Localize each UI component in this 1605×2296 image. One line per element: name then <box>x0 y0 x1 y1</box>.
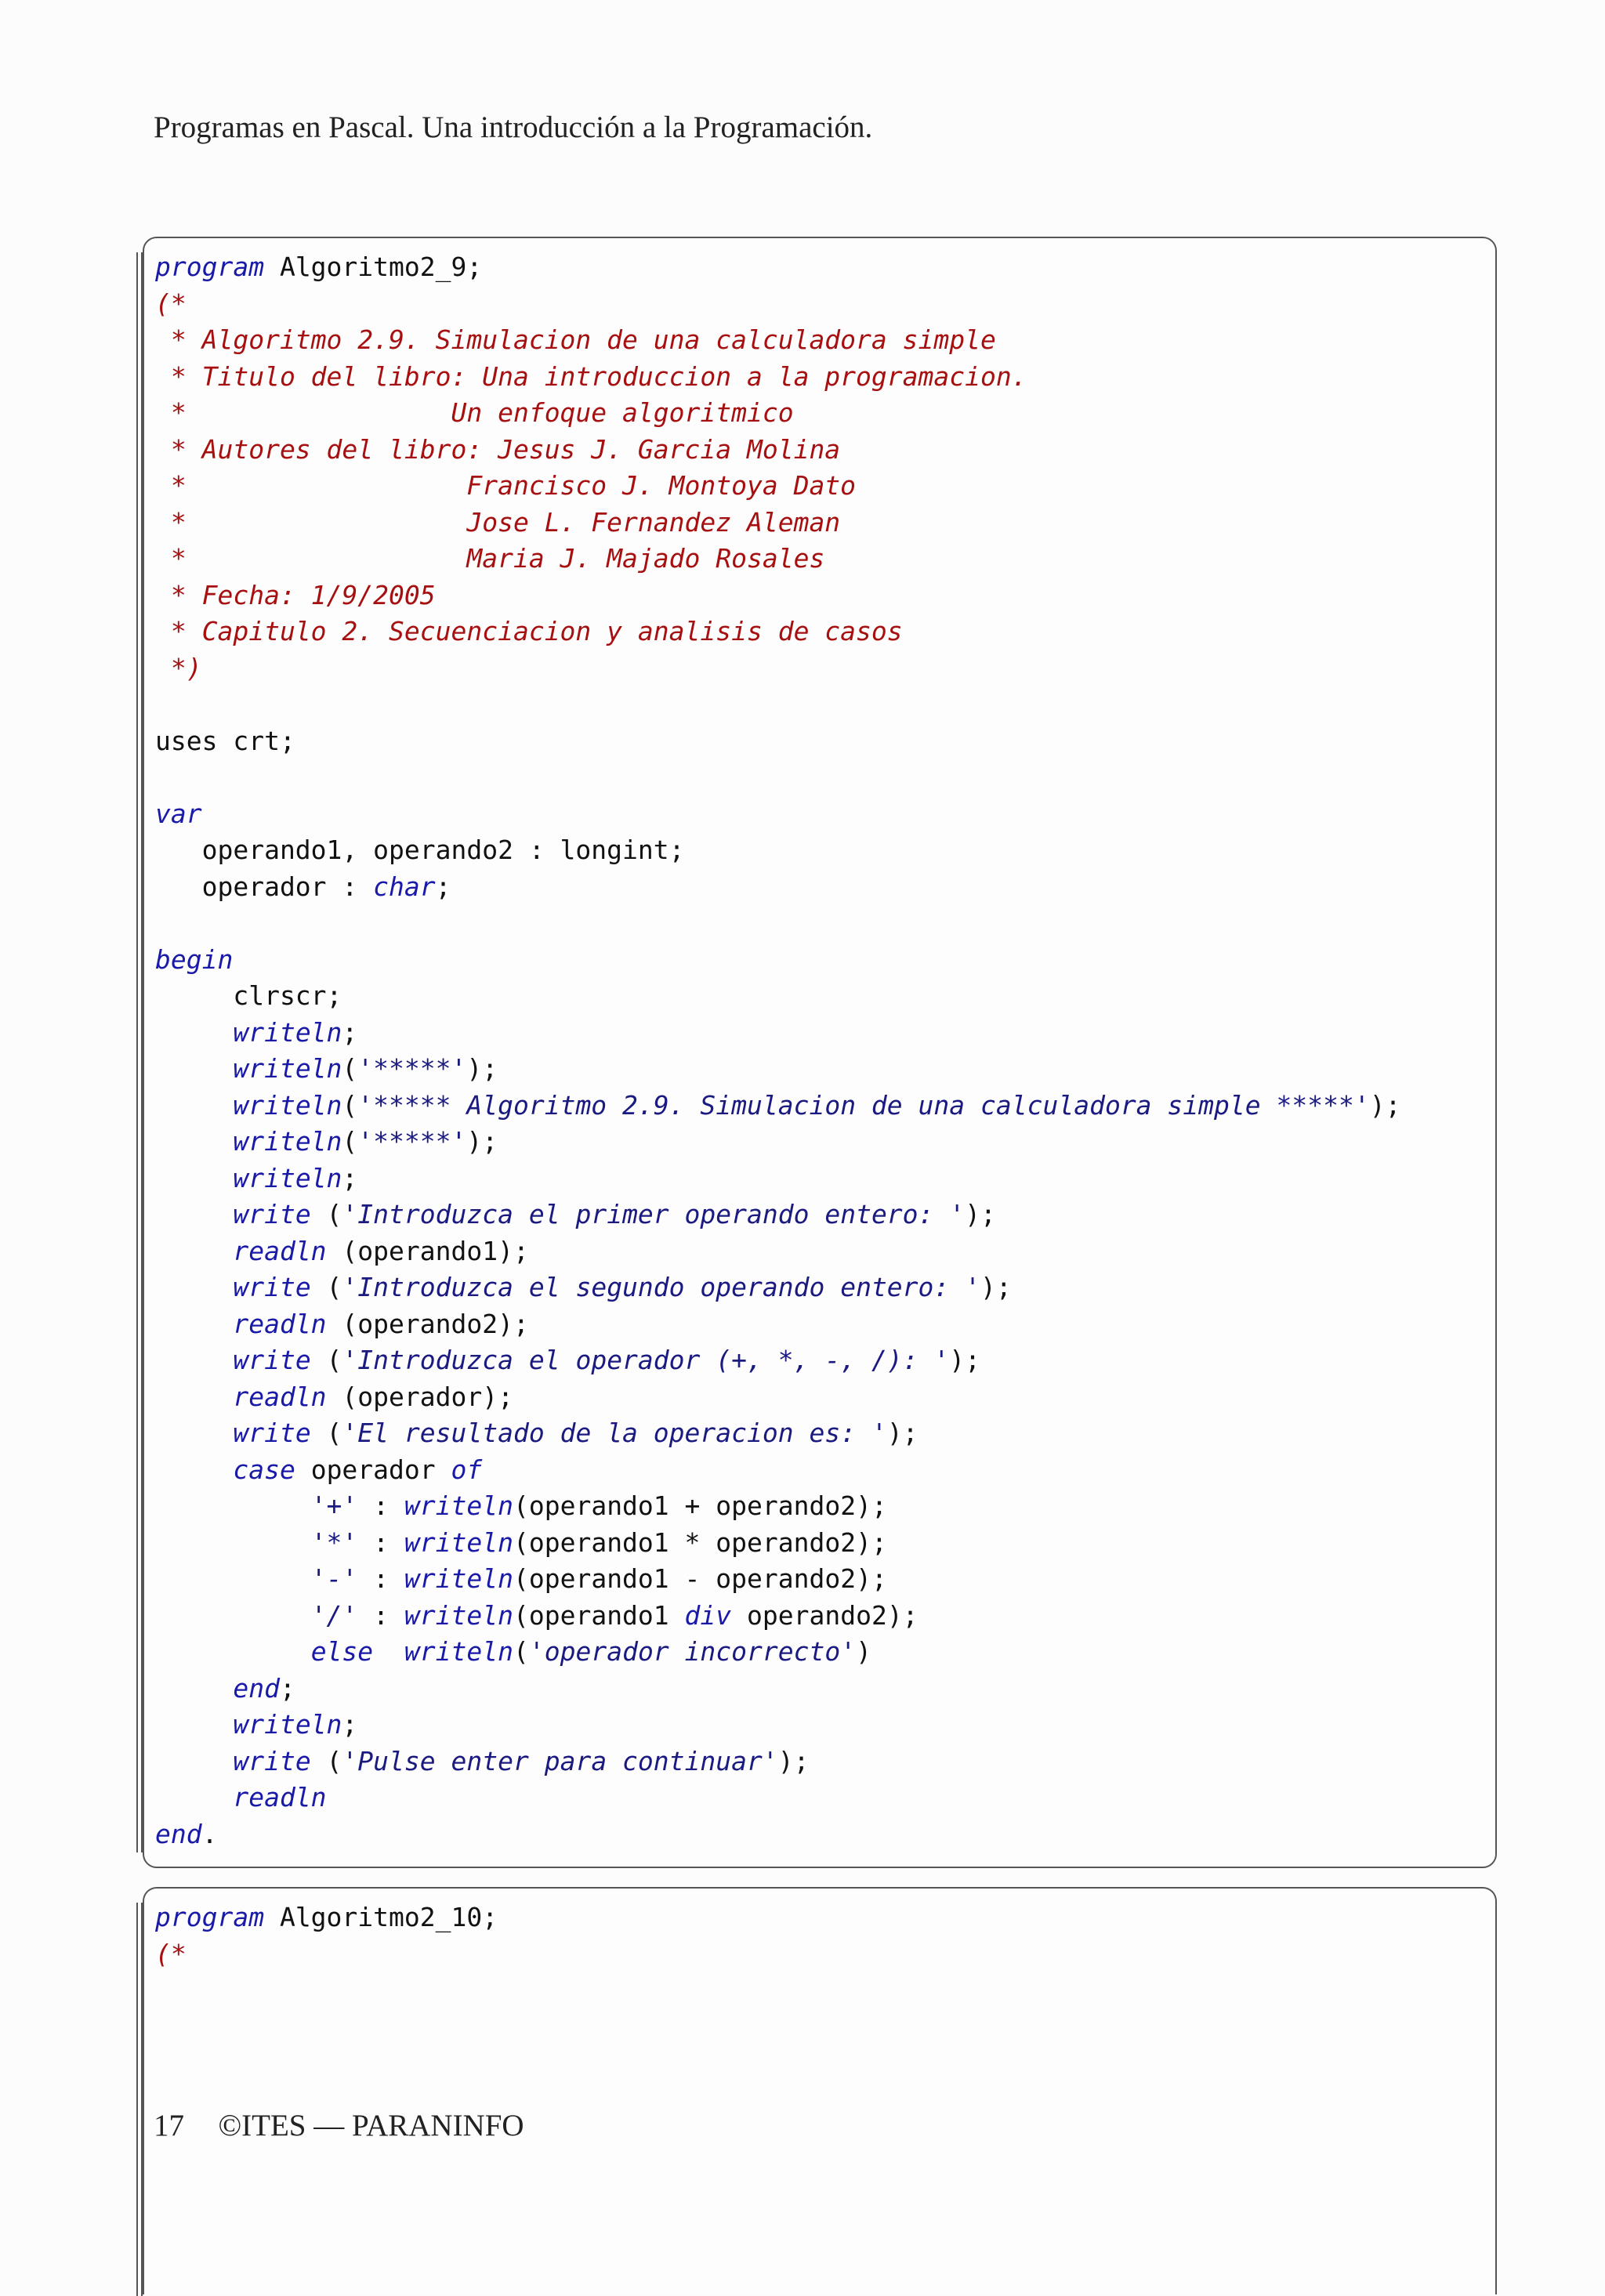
code-string: 'operador incorrecto' <box>528 1636 857 1667</box>
code-text: ); <box>1369 1089 1401 1121</box>
code-keyword: writeln <box>233 1053 342 1084</box>
code-text: ( <box>342 1126 358 1157</box>
code-keyword: write <box>233 1272 311 1302</box>
code-string: 'Introduzca el operador (+, *, -, /): ' <box>342 1345 950 1375</box>
code-keyword: begin <box>155 943 234 975</box>
code-text: (operando2); <box>326 1308 529 1339</box>
code-comment: * Autores del libro: Jesus J. Garcia Molina <box>155 433 841 465</box>
code-text <box>155 1782 233 1813</box>
code-comment: *) <box>155 652 202 683</box>
code-text: ); <box>949 1345 981 1375</box>
code-keyword: writeln <box>233 1016 342 1048</box>
code-line <box>155 434 840 465</box>
code-text: ( <box>342 1053 358 1084</box>
page-footer <box>154 2108 524 2143</box>
code-block <box>155 1899 498 1972</box>
code-text <box>155 1236 233 1266</box>
code-text: ( <box>310 1418 342 1448</box>
code-text <box>155 1418 233 1448</box>
code-keyword: end <box>155 1818 202 1849</box>
code-string: '/' <box>310 1599 358 1631</box>
code-keyword: writeln <box>404 1526 513 1558</box>
code-line <box>155 252 482 282</box>
code-line <box>155 1126 498 1157</box>
code-line <box>155 871 451 902</box>
code-text <box>373 1636 404 1667</box>
code-string: '-' <box>310 1563 358 1594</box>
code-text: ); <box>980 1272 1012 1302</box>
code-keyword: write <box>233 1345 311 1375</box>
code-string: 'Introduzca el primer operando entero: ' <box>342 1199 966 1229</box>
code-text: ( <box>310 1345 342 1375</box>
code-text: (operando1); <box>326 1235 529 1266</box>
code-text <box>155 1636 311 1667</box>
code-string: '*' <box>310 1526 358 1558</box>
code-text <box>155 1309 233 1339</box>
code-text: (operando1 + operando2); <box>513 1490 887 1521</box>
code-line <box>155 1563 887 1594</box>
code-line <box>155 1673 295 1704</box>
code-text <box>155 1600 311 1631</box>
code-keyword: readln <box>233 1782 327 1813</box>
code-text <box>155 1563 311 1594</box>
code-text <box>155 1090 233 1121</box>
code-keyword: writeln <box>404 1563 513 1594</box>
code-text: ); <box>466 1126 498 1157</box>
code-keyword: program <box>155 252 265 282</box>
code-text: uses crt; <box>155 725 295 756</box>
code-keyword: readln <box>233 1308 327 1339</box>
code-keyword: of <box>451 1454 483 1485</box>
code-line <box>155 1527 887 1558</box>
code-text: ; <box>342 1162 358 1193</box>
code-text: ); <box>886 1418 918 1448</box>
code-text: ) <box>856 1636 871 1667</box>
code-line <box>155 580 436 610</box>
code-keyword: writeln <box>404 1599 513 1631</box>
code-line <box>155 470 856 501</box>
code-line <box>155 1309 529 1339</box>
code-text: ( <box>310 1272 342 1302</box>
code-keyword: char <box>373 871 436 902</box>
code-line <box>155 1902 498 1932</box>
code-keyword: write <box>233 1745 311 1776</box>
code-line <box>155 726 295 756</box>
code-line <box>155 1782 327 1813</box>
code-string: '+' <box>310 1490 358 1521</box>
code-text: ; <box>279 1672 295 1704</box>
code-line <box>155 1454 482 1485</box>
code-comment: (* <box>155 288 187 319</box>
code-keyword: writeln <box>404 1636 513 1667</box>
code-keyword: writeln <box>233 1089 342 1121</box>
running-header: Programas en Pascal. Una introducción a la Programación. <box>154 110 873 144</box>
code-text: operador <box>295 1454 451 1485</box>
code-keyword: write <box>233 1418 311 1448</box>
code-keyword: div <box>684 1599 732 1631</box>
code-text: (operador); <box>326 1381 513 1412</box>
code-text <box>155 1053 233 1084</box>
code-line <box>155 288 187 319</box>
code-line <box>155 324 996 355</box>
code-text <box>155 1746 233 1776</box>
code-line <box>155 1709 357 1740</box>
code-line <box>155 1236 529 1266</box>
code-line <box>155 543 824 574</box>
code-line <box>155 1382 513 1412</box>
code-text: Algoritmo2_9; <box>264 252 483 282</box>
code-text: ); <box>965 1199 996 1229</box>
code-text: : <box>357 1526 404 1558</box>
code-line <box>155 980 342 1011</box>
page-number: 17 <box>154 2109 184 2142</box>
code-keyword: var <box>155 798 202 829</box>
code-line <box>155 1017 357 1048</box>
code-text: clrscr; <box>155 980 342 1011</box>
code-text: operando1, operando2 : longint; <box>155 835 685 865</box>
code-text <box>155 1673 233 1704</box>
code-string: '***** Algoritmo 2.9. Simulacion de una calculadora simple *****' <box>357 1089 1370 1121</box>
code-line <box>155 944 233 975</box>
code-keyword: write <box>233 1199 311 1229</box>
code-text: ( <box>513 1636 529 1667</box>
code-keyword: writeln <box>233 1162 342 1193</box>
code-comment: * Maria J. Majado Rosales <box>155 543 825 574</box>
code-comment: * Francisco J. Montoya Dato <box>155 470 857 501</box>
copyright-notice: ©ITES — PARANINFO <box>218 2109 524 2142</box>
code-text: ); <box>777 1745 810 1776</box>
code-keyword: writeln <box>404 1490 513 1521</box>
code-keyword: end <box>233 1672 280 1704</box>
code-text: : <box>357 1490 404 1521</box>
code-line <box>155 799 202 829</box>
code-text: ); <box>466 1053 498 1084</box>
code-text: (operando1 * operando2); <box>513 1526 887 1558</box>
code-line <box>155 1600 918 1631</box>
code-keyword: else <box>310 1636 374 1667</box>
code-string: 'El resultado de la operacion es: ' <box>342 1418 887 1448</box>
code-line <box>155 1345 980 1375</box>
code-text: (operando1 <box>513 1599 685 1631</box>
code-line <box>155 1939 187 1969</box>
code-text: operador : <box>155 871 374 902</box>
code-keyword: writeln <box>233 1126 342 1157</box>
code-keyword: writeln <box>233 1709 342 1740</box>
code-string: '*****' <box>357 1126 467 1157</box>
code-line <box>155 1746 809 1776</box>
code-keyword: program <box>155 1902 265 1932</box>
code-text: . <box>201 1818 218 1849</box>
code-string: 'Introduzca el segundo operando entero: ' <box>342 1272 981 1302</box>
code-string: 'Pulse enter para continuar' <box>342 1745 778 1776</box>
code-text: (operando1 - operando2); <box>513 1563 887 1594</box>
code-text <box>155 1126 233 1157</box>
code-keyword: case <box>233 1454 295 1485</box>
code-keyword: readln <box>233 1381 327 1412</box>
code-keyword: readln <box>233 1235 327 1266</box>
code-comment: * Fecha: 1/9/2005 <box>155 579 436 610</box>
code-line <box>155 1090 1400 1121</box>
code-text <box>155 1709 233 1740</box>
code-line <box>155 1819 217 1849</box>
code-comment: * Un enfoque algoritmico <box>155 397 794 428</box>
code-line <box>155 653 202 683</box>
code-text <box>155 1272 233 1302</box>
code-line <box>155 1490 887 1521</box>
code-text <box>155 1454 233 1485</box>
code-text <box>155 1490 311 1521</box>
code-comment: * Algoritmo 2.9. Simulacion de una calculadora simple <box>155 324 996 355</box>
code-line <box>155 835 685 865</box>
code-text <box>155 1163 233 1193</box>
code-line <box>155 507 840 538</box>
code-line <box>155 397 794 428</box>
code-text: : <box>357 1563 404 1594</box>
code-text: : <box>357 1599 404 1631</box>
code-text <box>155 1199 233 1229</box>
code-comment: (* <box>155 1938 187 1969</box>
code-line <box>155 1199 996 1229</box>
code-text: operando2); <box>731 1599 918 1631</box>
code-text <box>155 1017 233 1048</box>
code-string: '*****' <box>357 1053 467 1084</box>
code-comment: * Jose L. Fernandez Aleman <box>155 506 841 538</box>
code-line <box>155 1053 498 1084</box>
code-listing-algoritmo2-9 <box>143 237 1497 1868</box>
code-comment: * Capitulo 2. Secuenciacion y analisis de casos <box>155 616 903 646</box>
code-line <box>155 1272 1012 1302</box>
code-line <box>155 1636 871 1667</box>
code-text: ; <box>435 871 451 902</box>
code-text: ; <box>342 1016 358 1048</box>
code-line <box>155 1418 918 1448</box>
code-text <box>155 1345 233 1375</box>
code-comment: * Titulo del libro: Una introduccion a la programacion. <box>155 360 1027 392</box>
code-line <box>155 1163 357 1193</box>
code-line <box>155 361 1027 392</box>
code-text: ; <box>342 1709 358 1740</box>
code-text: ( <box>310 1199 342 1229</box>
code-listing-algoritmo2-10 <box>143 1887 1497 2294</box>
code-text: Algoritmo2_10; <box>264 1902 498 1932</box>
code-block <box>155 249 1400 1852</box>
listing-left-rule <box>136 1903 143 2296</box>
listing-left-rule <box>136 252 143 1852</box>
code-line <box>155 616 903 646</box>
code-text: ( <box>342 1089 358 1121</box>
code-text <box>155 1527 311 1558</box>
code-text: ( <box>310 1745 342 1776</box>
code-text <box>155 1382 233 1412</box>
